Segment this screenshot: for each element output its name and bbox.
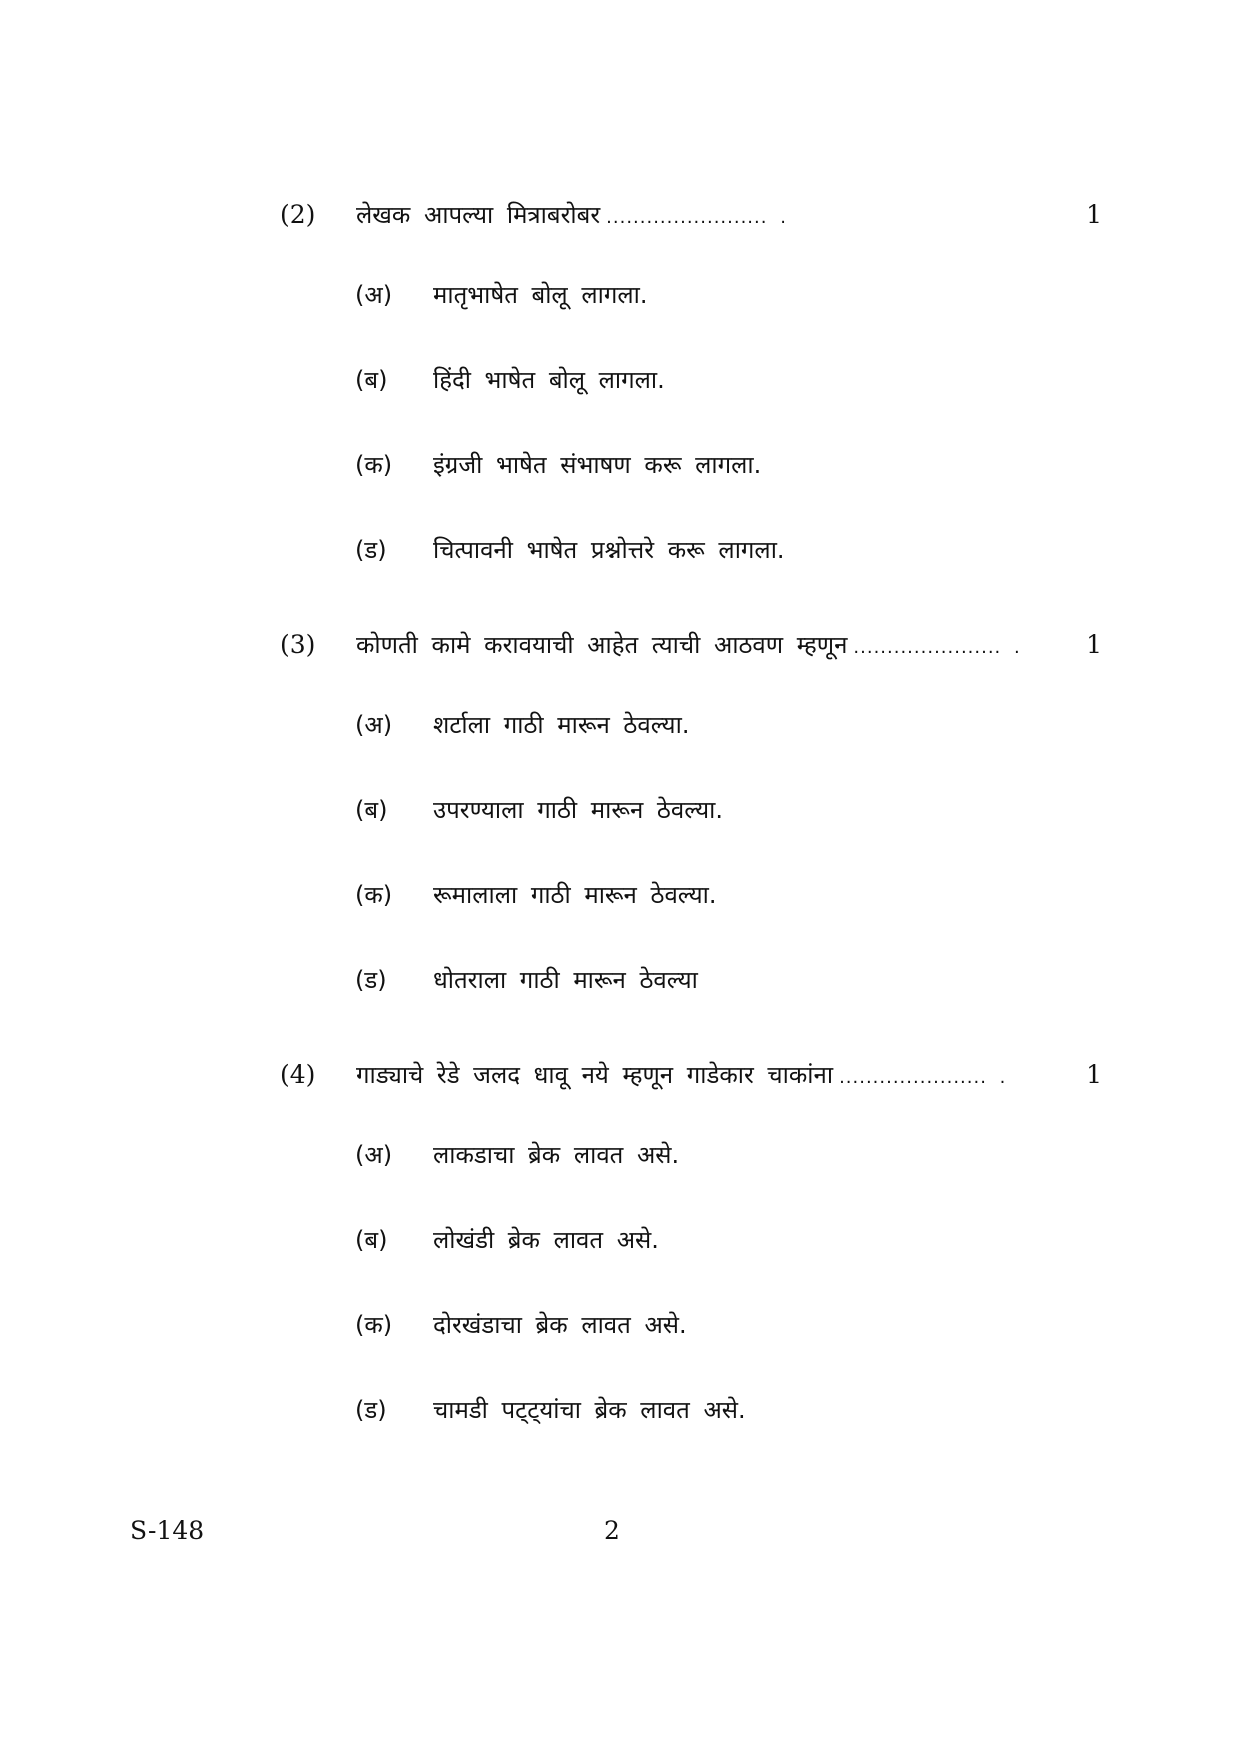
option-text: दोरखंडाचा ब्रेक लावत असे. <box>433 1311 687 1339</box>
option-d <box>355 1385 1055 1435</box>
question-text <box>356 1050 1006 1103</box>
option-a <box>355 1130 1055 1180</box>
option-label: (क) <box>355 451 393 479</box>
option-text: रूमालाला गाठी मारून ठेवल्या. <box>433 881 717 909</box>
option-label: (ड) <box>355 1396 387 1424</box>
question-text <box>356 620 1021 673</box>
option-d <box>355 955 1055 1005</box>
question-marks: 1 <box>1086 1060 1102 1089</box>
question-text <box>356 190 787 243</box>
option-a <box>355 270 1055 320</box>
option-text: चित्पावनी भाषेत प्रश्नोत्तरे करू लागला. <box>433 536 785 564</box>
option-b <box>355 355 1055 405</box>
option-b <box>355 1215 1055 1265</box>
option-text: शर्टाला गाठी मारून ठेवल्या. <box>433 711 690 739</box>
question-stem: गाड्याचे रेडे जलद धावू नये म्हणून गाडेकार चाकांना <box>356 1061 834 1089</box>
page-number: 2 <box>604 1516 620 1545</box>
question-stem: कोणती कामे करावयाची आहेत त्याची आठवण म्हणून <box>356 631 848 659</box>
option-c <box>355 870 1055 920</box>
option-label: (अ) <box>355 281 393 309</box>
option-text: हिंदी भाषेत बोलू लागला. <box>433 366 665 394</box>
question-2 <box>280 190 1120 240</box>
option-label: (ब) <box>355 1226 388 1254</box>
option-c <box>355 440 1055 490</box>
option-label: (ड) <box>355 966 387 994</box>
option-text: इंग्रजी भाषेत संभाषण करू लागला. <box>433 451 762 479</box>
question-number: (4) <box>280 1060 316 1089</box>
option-label: (क) <box>355 881 393 909</box>
option-a <box>355 700 1055 750</box>
option-text: लोखंडी ब्रेक लावत असे. <box>433 1226 659 1254</box>
option-c <box>355 1300 1055 1350</box>
question-marks: 1 <box>1086 200 1102 229</box>
answer-blank: ...................... . <box>853 637 1021 658</box>
question-number: (3) <box>280 630 316 659</box>
question-4 <box>280 1050 1120 1100</box>
option-text: मातृभाषेत बोलू लागला. <box>433 281 648 309</box>
option-b <box>355 785 1055 835</box>
answer-blank: ........................ . <box>606 207 787 228</box>
option-text: उपरण्याला गाठी मारून ठेवल्या. <box>433 796 723 824</box>
option-label: (अ) <box>355 711 393 739</box>
paper-code: S-148 <box>130 1516 205 1545</box>
option-label: (ड) <box>355 536 387 564</box>
question-marks: 1 <box>1086 630 1102 659</box>
option-label: (ब) <box>355 366 388 394</box>
option-text: धोतराला गाठी मारून ठेवल्या <box>433 966 698 994</box>
option-label: (क) <box>355 1311 393 1339</box>
question-stem: लेखक आपल्या मित्राबरोबर <box>356 201 601 229</box>
option-text: चामडी पट्ट्यांचा ब्रेक लावत असे. <box>433 1396 746 1424</box>
question-3 <box>280 620 1120 670</box>
option-label: (ब) <box>355 796 388 824</box>
option-label: (अ) <box>355 1141 393 1169</box>
question-number: (2) <box>280 200 316 229</box>
option-text: लाकडाचा ब्रेक लावत असे. <box>433 1141 680 1169</box>
answer-blank: ...................... . <box>839 1067 1007 1088</box>
option-d <box>355 525 1055 575</box>
